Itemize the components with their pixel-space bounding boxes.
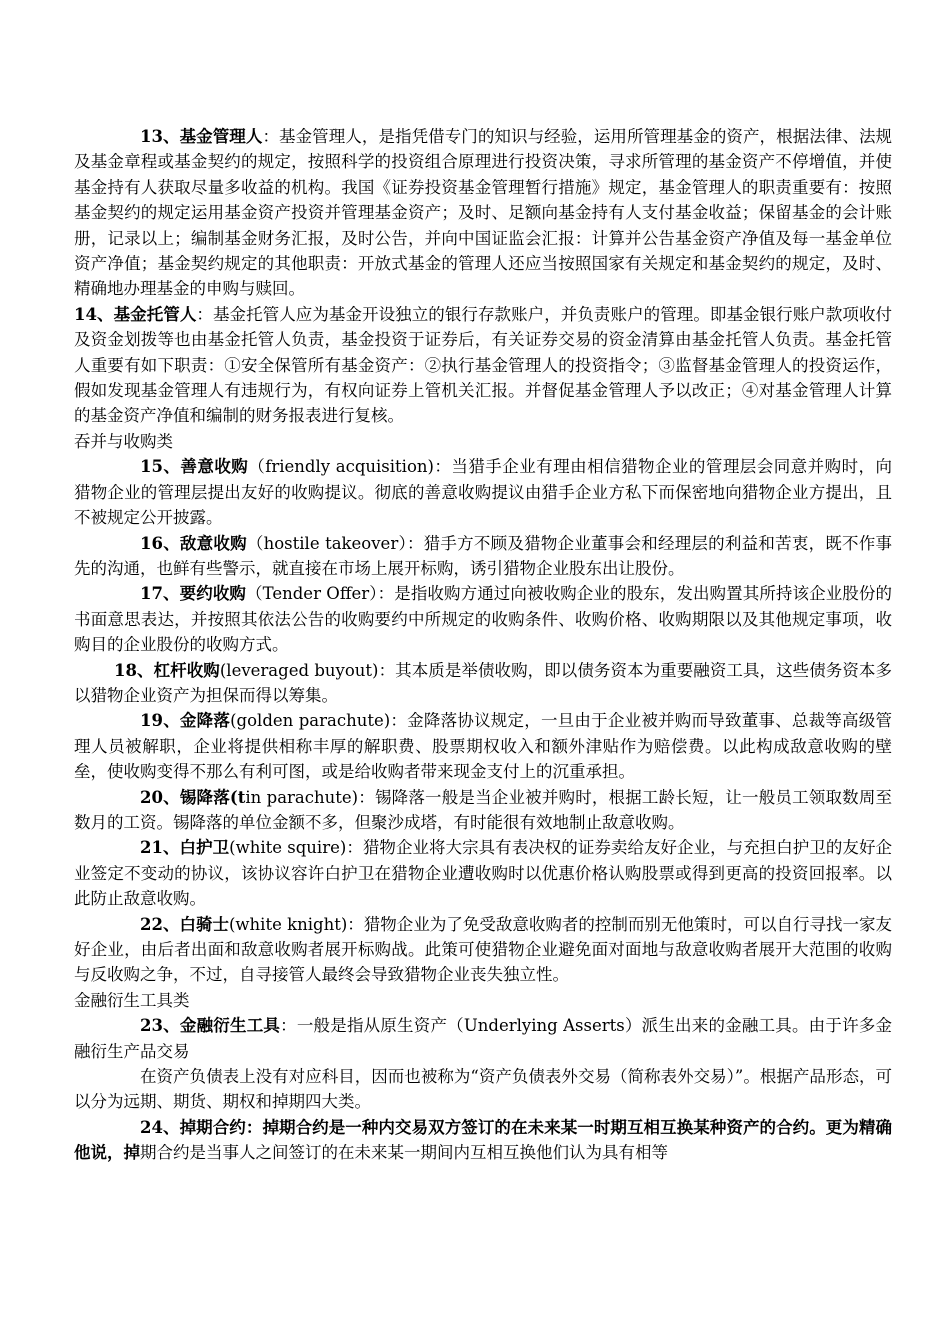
paren-18: (leveraged buyout) [219,660,379,680]
paren-22: (white knight) [229,914,348,934]
bold-body-24: 掉期合约是一种内交易双方签订的在未来某一时期互相互换某种资产的合约。更为精确他说，掉 [74,1117,893,1163]
term-20: 20、锡降落(t [140,787,246,807]
separator-13: ： [262,127,280,146]
separator-24: ： [245,1117,263,1137]
paragraph-18-leveraged-buyout [74,658,892,709]
body-18: ：其本质是举债收购，即以债务资本为重要融资工具，这些债务资本多以猎物企业资产为担保而得以筹集。 [74,660,893,705]
body-17: ：是指收购方通过向被收购企业的股东，发出购置其所持该企业股份的书面意思表达，并按照其依法公告的收购要约中所规定的收购条件、收购价格、收购期限以及其他规定事项，收购目的企业股份的收购方式。 [74,584,892,655]
body-22: ：猎物企业为了免受敌意收购者的控制而别无他策时，可以自行寻找一家友好企业，由后者出面和敌意收购者展开标购战。此策可使猎物企业避免面对面地与敌意收购者展开大范围的收购与反收购之争，不过，自寻接管人最终会导致猎物企业丧失独立性。 [74,914,893,985]
paragraph-21-white-squire [74,835,892,911]
term-17: 17、要约收购 [140,584,247,604]
paragraph-16-hostile-takeover [74,531,892,582]
body-20: ：锡降落一般是当企业被并购时，根据工龄长短，让一般员工领取数周至数月的工资。锡降落的单位金额不多，但聚沙成塔，有时能很有效地制止敌意收购。 [74,787,893,832]
paren-16: （hostile takeover） [246,533,407,553]
term-24: 24、掉期合约 [140,1117,246,1137]
separator-14: ： [196,304,213,324]
body-21: ：猎物企业将大宗具有表决权的证券卖给友好企业，与充担白护卫的友好企业签定不变动的协议，该协议容许白护卫在猎物企业遭收购时以优惠价格认购股票或得到更高的投资回报率。以此防止敌意收购。 [74,838,892,909]
term-14: 14、基金托管人 [74,304,197,324]
term-16: 16、敌意收购 [140,533,247,553]
term-15: 15、善意收购 [140,457,249,477]
body-13: 基金管理人，是指凭借专门的知识与经验，运用所管理基金的资产，根据法律、法规及基金章程或基金契约的规定，按照科学的投资组合原理进行投资决策，寻求所管理的基金资产不停增值，并使基金持有人获取尽量多收益的机构。我国《证券投资基金管理暂行措施》规定，基金管理人的职责重要有：按照基金契约的规定运用基金资产投资并管理基金资产；及时、足额向基金持有人支付基金收益；保留基金的会计账册，记录以上；编制基金财务汇报，及时公告，并向中国证监会汇报：计算并公告基金资产净值及每一基金单位资产净值；基金契约规定的其他职责：开放式基金的管理人还应当按照国家有关规定和基金契约的规定，及时、精确地办理基金的申购与赎回。 [74,127,893,299]
paren-20: in parachute) [245,787,359,807]
body-19: ：金降落协议规定，一旦由于企业被并购而导致董事、总裁等高级管理人员被解职，企业将提供相称丰厚的解职费、股票期权收入和额外津贴作为赔偿费。以此构成敌意收购的壁垒，使收购变得不那么有利可图，或是给收购者带来现金支付上的沉重承担。 [74,711,892,782]
paragraph-24-swap-contract [74,1115,892,1166]
body-16: ：猎手方不顾及猎物企业董事会和经理层的利益和苦衷，既不作事先的沟通，也鲜有些警示，就直接在市场上展开标购，诱引猎物企业股东出让股份。 [74,533,892,578]
paragraph-15-friendly-acquisition [74,454,892,530]
separator-23: ： [280,1016,297,1036]
body-14: 基金托管人应为基金开设独立的银行存款账户，并负责账户的管理。即基金银行账户款项收付及资金划拨等也由基金托管人负责，基金投资于证券后，有关证券交易的资金清算由基金托管人负责。基金托管人重要有如下职责：①安全保管所有基金资产：②执行基金管理人的投资指令；③监督基金管理人的投资运作，假如发现基金管理人有违规行为，有权向证券上管机关汇报。并督促基金管理人予以改正；④对基金管理人计算的基金资产净值和编制的财务报表进行复核。 [74,304,893,426]
paragraph-23-continued: 在资产负债表上没有对应科目，因而也被称为“资产负债表外交易（简称表外交易）”。根据产品形态，可以分为远期、期货、期权和掉期四大类。 [74,1067,892,1112]
term-18: 18、杠杆收购 [114,660,220,680]
heading-financial-derivatives: 金融衍生工具类 [74,990,190,1010]
paragraph-22-white-knight [74,912,892,988]
term-19: 19、金降落 [140,711,231,731]
body-15: ：当猎手企业有理由相信猎物企业的管理层会同意并购时，向猎物企业的管理层提出友好的收购提议。彻底的善意收购提议由猎手企业方私下而保密地向猎物企业方提出，且不被规定公开披露。 [74,457,893,528]
term-21: 21、白护卫 [140,838,230,858]
term-22: 22、白骑士 [140,914,229,934]
paragraph-14-fund-custodian [74,302,892,429]
paragraph-20-tin-parachute [74,785,892,836]
body-23: 一般是指从原生资产（Underlying Asserts）派生出来的金融工具。由于许多金融衍生产品交易 [74,1016,893,1061]
paragraph-17-tender-offer [74,581,892,657]
document-page [74,124,892,1166]
term-13: 13、基金管理人 [140,127,263,146]
paren-21: (white squire) [229,838,347,858]
paren-15: （friendly acquisition) [248,457,434,477]
heading-merger-acquisition: 吞并与收购类 [74,431,173,451]
body-24: 期合约是当事人之间签订的在未来某一期间内互相互换他们认为具有相等 [140,1143,668,1163]
paragraph-13-fund-manager [74,124,892,302]
term-23: 23、金融衍生工具 [140,1016,281,1036]
paren-19: (golden parachute) [230,711,391,731]
paren-17: （Tender Offer） [246,584,378,604]
paragraph-19-golden-parachute [74,708,892,784]
paragraph-23-financial-derivatives [74,1013,892,1064]
